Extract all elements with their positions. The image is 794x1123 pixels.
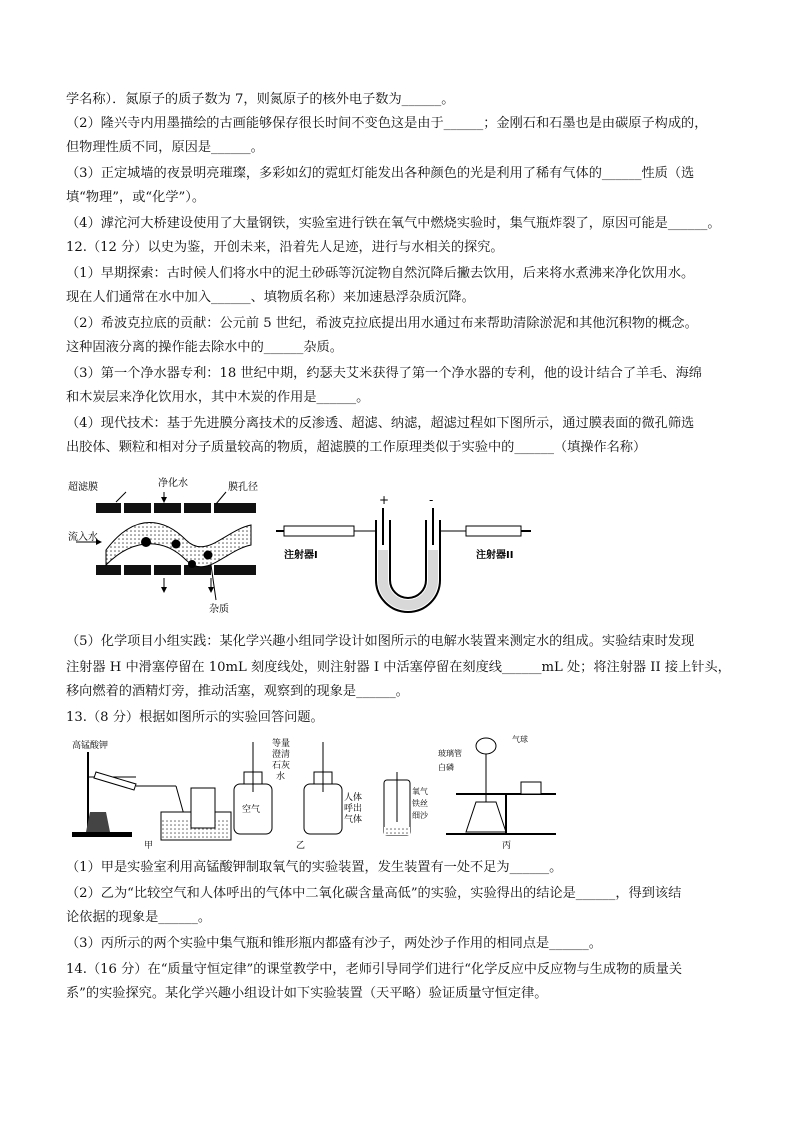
text-line: （1）早期探索：古时候人们将水中的泥土砂砾等沉淀物自然沉降后撇去饮用，后来将水煮沸来净化饮用水。 bbox=[66, 266, 695, 281]
text-line: 现在人们通常在水中加入______、填物质名称）来加速悬浮杂质沉降。 bbox=[66, 290, 475, 305]
human-label-2: 呼出 bbox=[344, 804, 363, 814]
wire-label: 铁丝 bbox=[412, 799, 428, 808]
inflow-label: 流入水 bbox=[68, 532, 98, 543]
text-line: （2）希波克拉底的贡献：公元前 5 世纪，希波克拉底提出用水通过布来帮助清除淤泥和其他沉积物的概念。 bbox=[66, 316, 698, 331]
experiment-figure bbox=[66, 732, 566, 850]
pore-label: 膜孔径 bbox=[228, 482, 258, 493]
text-line: （3）第一个净水器专利：18 世纪中期，约瑟夫艾米获得了第一个净水器的专利，他的设计结合了羊毛、海绵 bbox=[66, 366, 702, 381]
membrane-label: 超滤膜 bbox=[68, 482, 98, 493]
air-label: 空气 bbox=[242, 805, 261, 815]
text-line: 填“物理”，或“化学”）。 bbox=[66, 190, 206, 205]
text-line: （3）正定城墙的夜景明亮璀璨，多彩如幻的霓虹灯能发出各种颜色的光是利用了稀有气体的______性质（选 bbox=[66, 166, 695, 181]
text-line: （2）隆兴寺内用墨描绘的古画能够保存很长时间不变色这是由于______；金刚石和石墨也是由碳原子构成的， bbox=[66, 116, 708, 131]
label-jia: 甲 bbox=[144, 841, 154, 850]
text-line: 学名称）．氮原子的质子数为 7，则氮原子的核外电子数为______。 bbox=[66, 92, 455, 107]
electrolysis-figure bbox=[276, 490, 536, 620]
text-line: 注射器 H 中滑塞停留在 10mL 刻度线处，则注射器 I 中活塞停留在刻度线______mL 处；将注射器 II 接上针头， bbox=[66, 660, 731, 675]
text-line: （4）滹沱河大桥建设使用了大量钢铁，实验室进行铁在氧气中燃烧实验时，集气瓶炸裂了，原因可能是______。 bbox=[66, 216, 721, 231]
text-line: 出胶体、颗粒和相对分子质量较高的物质，超滤膜的工作原理类似于实验中的______（填操作名称） bbox=[66, 440, 647, 455]
question-14-heading: 14.（16 分）在“质量守恒定律”的课堂教学中，老师引导同学们进行“化学反应中反应物与生成物的质量关 bbox=[66, 962, 683, 977]
text-line: （5）化学项目小组实践：某化学兴趣小组同学设计如图所示的电解水装置来测定水的组成。实验结束时发现 bbox=[66, 634, 695, 649]
pure-water-label: 净化水 bbox=[158, 478, 188, 489]
label-yi: 乙 bbox=[296, 841, 306, 850]
ultrafiltration-figure bbox=[66, 470, 276, 620]
phosphorus-label: 白磷 bbox=[438, 763, 454, 772]
lime-label: 石灰 bbox=[272, 761, 291, 771]
plus-sign: + bbox=[379, 493, 390, 507]
balloon-label: 气球 bbox=[512, 735, 528, 744]
human-label-1: 人体 bbox=[344, 793, 363, 803]
syringe-2-label: 注射器II bbox=[476, 550, 514, 561]
label-bing: 丙 bbox=[502, 841, 512, 850]
text-line: 和木炭层来净化饮用水，其中木炭的作用是______。 bbox=[66, 390, 370, 405]
text-line: 系”的实验探究。某化学兴趣小组设计如下实验装置（天平略）验证质量守恒定律。 bbox=[66, 986, 548, 1001]
text-line: （1）甲是实验室利用高锰酸钾制取氧气的实验装置，发生装置有一处不足为______。 bbox=[66, 860, 563, 875]
impurity-label: 杂质 bbox=[209, 604, 229, 615]
minus-sign: - bbox=[429, 493, 434, 507]
water-label: 水 bbox=[276, 772, 286, 782]
kmno4-label: 高锰酸钾 bbox=[72, 741, 109, 751]
oxygen-label: 氧气 bbox=[412, 787, 428, 796]
question-12-heading: 12.（12 分）以史为鉴，开创未来，沿着先人足迹，进行与水相关的探究。 bbox=[66, 240, 504, 255]
text-line: （3）丙所示的两个实验中集气瓶和锥形瓶内都盛有沙子，两处沙子作用的相同点是______。 bbox=[66, 936, 602, 951]
text-line: 移向燃着的酒精灯旁，推动活塞，观察到的现象是______。 bbox=[66, 684, 409, 699]
glass-tube-label: 玻璃管 bbox=[438, 749, 462, 758]
syringe-1-label: 注射器I bbox=[284, 550, 318, 561]
equal-label: 等量 bbox=[272, 739, 291, 749]
question-13-heading: 13.（8 分）根据如图所示的实验回答问题。 bbox=[66, 710, 324, 725]
clear-label: 澄清 bbox=[272, 750, 291, 760]
text-line: （4）现代技术：基于先进膜分离技术的反渗透、超滤、纳滤，超滤过程如下图所示，通过膜表面的微孔筛选 bbox=[66, 416, 695, 431]
text-line: 这种固液分离的操作能去除水中的______杂质。 bbox=[66, 340, 343, 355]
text-line: 但物理性质不同，原因是______。 bbox=[66, 140, 264, 155]
text-line: （2）乙为“比较空气和人体呼出的气体中二氧化碳含量高低”的实验，实验得出的结论是______，得到该结 bbox=[66, 886, 682, 901]
human-label-3: 气体 bbox=[344, 815, 363, 825]
text-line: 论依据的现象是______。 bbox=[66, 910, 212, 925]
sand-label: 细沙 bbox=[412, 811, 428, 820]
